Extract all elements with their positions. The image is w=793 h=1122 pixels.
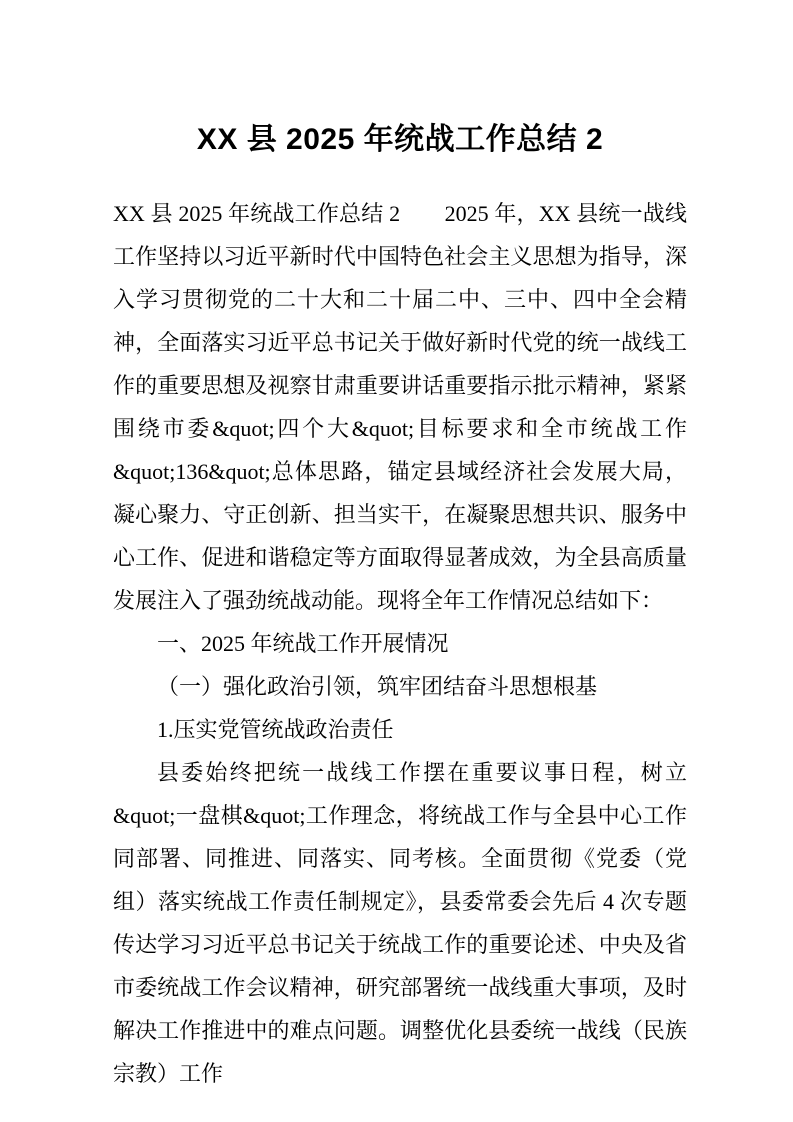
paragraph-intro: XX 县 2025 年统战工作总结 2 2025 年，XX 县统一战线工作坚持以习近平新时代中国特色社会主义思想为指导，深入学习贯彻党的二十大和二十届二中、三中、四中全会精神，全面落实习近平总书记关于做好新时代党的统一战线工作的重要思想及视察甘肃重要讲话重要指示批示精神，紧紧围绕市委&quot;四个大&quot;目标要求和全市统战工作&quot;136&quot;总体思路，锚定县域经济社会发展大局，凝心聚力、守正创新、担当实干，在凝聚思想共识、服务中心工作、促进和谐稳定等方面取得显著成效，为全县高质量发展注入了强劲统战动能。现将全年工作情况总结如下： bbox=[113, 201, 687, 613]
document-title: XX 县 2025 年统战工作总结 2 bbox=[196, 123, 604, 156]
paragraph-item-1-heading: 1.压实党管统战政治责任 bbox=[157, 717, 394, 742]
paragraph-subsection-1-1-heading: （一）强化政治引领，筑牢团结奋斗思想根基 bbox=[157, 674, 598, 699]
paragraph-item-1-body: 县委始终把统一战线工作摆在重要议事日程，树立&quot;一盘棋&quot;工作理念，将统战工作与全县中心工作同部署、同推进、同落实、同考核。全面贯彻《党委（党组）落实统战工作责任制规定》，县委常委会先后 4 次专题传达学习习近平总书记关于统战工作的重要论述、中央及省市委统战工作会议精神，研究部署统一战线重大事项，及时解决工作推进中的难点问题。调整优化县委统一战线（民族宗教）工作 bbox=[113, 760, 687, 1086]
paragraph-section-1-heading: 一、2025 年统战工作开展情况 bbox=[157, 631, 449, 656]
